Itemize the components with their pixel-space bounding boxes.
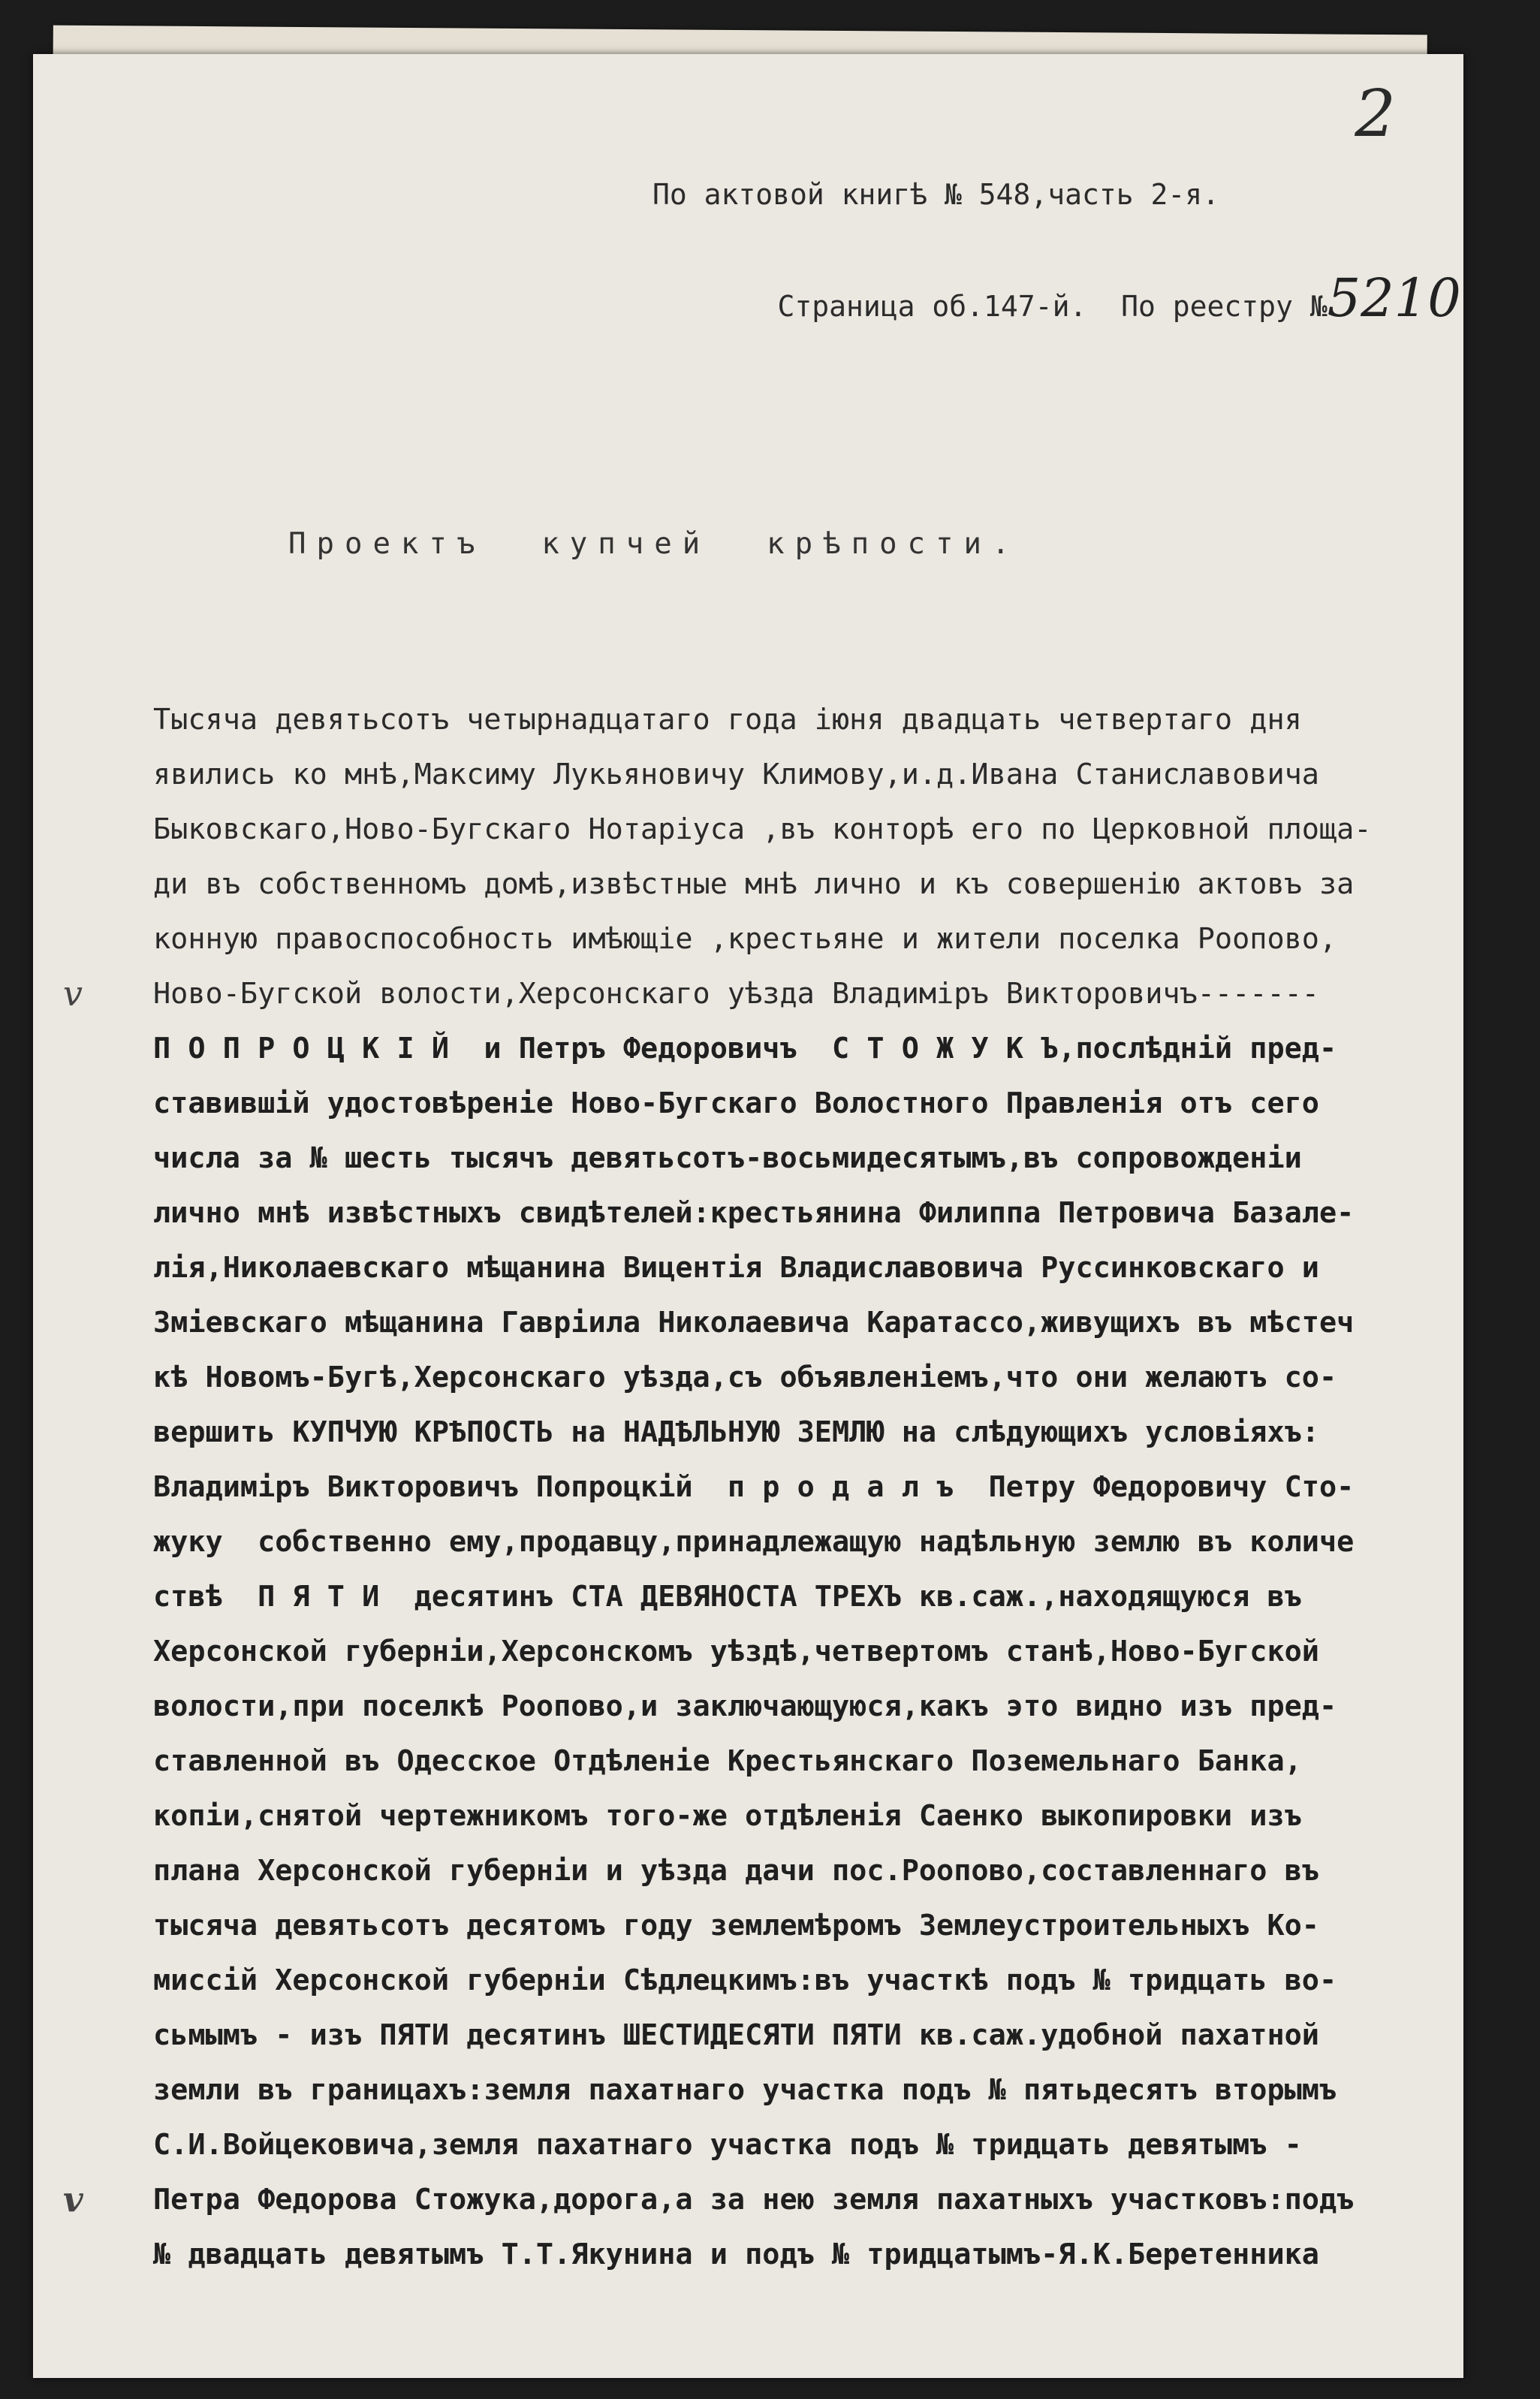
text-line: Тысяча девятьсотъ четырнадцатаго года iюня двадцать четвертаго дня xyxy=(153,703,1302,737)
text-line: ставленной въ Одесское Отдѣленiе Крестьянскаго Поземельнаго Банка, xyxy=(153,1744,1302,1778)
text-line: плана Херсонской губернiи и уѣзда дачи пос.Роопово,составленнаго въ xyxy=(153,1854,1319,1888)
text-line-marked xyxy=(63,2172,1460,2227)
text-line: Ново-Бугской волости,Херсонскаго уѣзда Владимiръ Викторовичъ------- xyxy=(153,977,1319,1011)
text-line: вершить КУПЧУЮ КРѢПОСТЬ на НАДѢЛЬНУЮ ЗЕМЛЮ на слѣдующихъ условiяхъ: xyxy=(153,1415,1319,1449)
page-reference-text: Страница об.147-й. По реестру № xyxy=(777,290,1328,323)
document-body xyxy=(63,692,1460,2282)
text-line: жуку собственно ему,продавцу,принадлежащую надѣльную землю въ количе xyxy=(153,1525,1355,1559)
text-line: сьмымъ - изъ ПЯТИ десятинъ ШЕСТИДЕСЯТИ ПЯТИ кв.саж.удобной пахатной xyxy=(153,2018,1319,2052)
text-line: кѣ Новомъ-Бугѣ,Херсонскаго уѣзда,съ объявленiемъ,что они желаютъ со- xyxy=(153,1361,1337,1394)
document-page xyxy=(33,54,1463,2378)
text-line: числа за № шесть тысячъ девятьсотъ-восьмидесятымъ,въ сопровожденiи xyxy=(153,1141,1302,1175)
text-line: волости,при поселкѣ Роопово,и заключающуюся,какъ это видно изъ пред- xyxy=(153,1689,1337,1723)
page-reference xyxy=(709,234,1540,362)
text-line: С.И.Войцековича,земля пахатнаго участка подъ № тридцать девятымъ - xyxy=(153,2128,1302,2162)
check-mark-icon: v xyxy=(63,2179,83,2220)
text-line: Владимiръ Викторовичъ Попроцкiй п р о д а л ъ Петру Федоровичу Сто- xyxy=(153,1470,1355,1504)
text-line: ствѣ П Я Т И десятинъ СТА ДЕВЯНОСТА ТРЕХЪ кв.саж.,находящуюся въ xyxy=(153,1580,1302,1614)
text-line: лiя,Николаевскаго мѣщанина Вицентiя Владиславовича Руссинковскаго и xyxy=(153,1251,1319,1285)
document-title: Проектъ купчей крѣпости. xyxy=(288,527,1020,561)
text-line: Петра Федорова Стожука,дорога,а за нею земля пахатныхъ участковъ:подъ xyxy=(153,2183,1355,2217)
registry-number: 5210 xyxy=(1327,267,1461,329)
text-line: миссiй Херсонской губернiи Сѣдлецкимъ:въ участкѣ подъ № тридцать во- xyxy=(153,1964,1337,1997)
check-mark-icon: v xyxy=(63,973,83,1014)
text-line: лично мнѣ извѣстныхъ свидѣтелей:крестьянина Филиппа Петровича Базале- xyxy=(153,1196,1355,1230)
text-line-marked xyxy=(63,966,1460,1021)
text-line: Херсонской губернiи,Херсонскомъ уѣздѣ,четвертомъ станѣ,Ново-Бугской xyxy=(153,1635,1319,1668)
text-line: ди въ собственномъ домѣ,извѣстные мнѣ лично и къ совершенiю актовъ за xyxy=(153,867,1355,901)
text-line: Быковскаго,Ново-Бугскаго Нотарiуса ,въ конторѣ его по Церковной площа- xyxy=(153,812,1372,846)
book-reference: По актовой книгѣ № 548,часть 2-я. xyxy=(652,178,1219,211)
text-line: ставившiй удостовѣренiе Ново-Бугскаго Волостного Правленiя отъ сего xyxy=(153,1086,1319,1120)
text-line: явились ко мнѣ,Максиму Лукьяновичу Климову,и.д.Ивана Станиславовича xyxy=(153,758,1319,791)
text-line: конную правоспособность имѣющiе ,крестьяне и жители поселка Роопово, xyxy=(153,922,1337,956)
text-line: Змiевскаго мѣщанина Гаврiила Николаевича Каратассо,живущихъ въ мѣстеч xyxy=(153,1306,1355,1340)
text-line: П О П Р О Ц К I Й и Петръ Федоровичъ С Т О Ж У К Ъ,послѣднiй пред- xyxy=(153,1032,1337,1065)
text-line: тысяча девятьсотъ десятомъ году землемѣромъ Землеустроительныхъ Ко- xyxy=(153,1909,1319,1942)
text-line: земли въ границахъ:земля пахатнаго участка подъ № пятьдесятъ вторымъ xyxy=(153,2073,1337,2107)
text-line: копiи,снятой чертежникомъ того-же отдѣленiя Саенко выкопировки изъ xyxy=(153,1799,1302,1833)
text-line: № двадцать девятымъ Т.Т.Якунина и подъ № тридцатымъ-Я.К.Беретенника xyxy=(153,2238,1319,2271)
page-number: 2 xyxy=(1355,77,1396,152)
